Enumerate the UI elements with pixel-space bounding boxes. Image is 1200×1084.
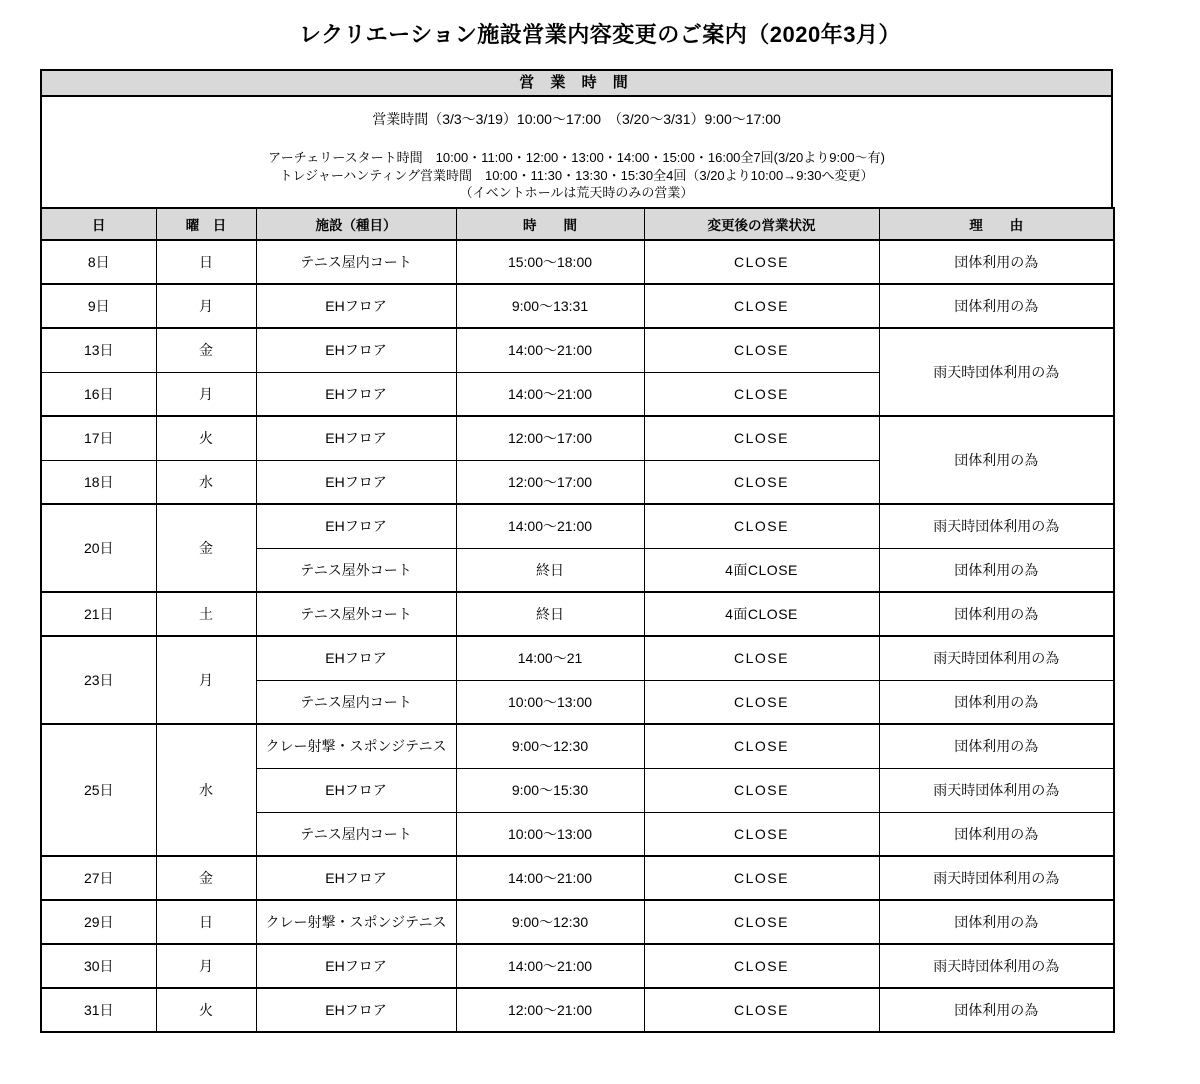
- time-cell: 12:00～17:00: [456, 460, 644, 504]
- day-cell: 27日: [41, 856, 156, 900]
- weekday-cell: 水: [156, 460, 256, 504]
- facility-cell: クレー射撃・スポンジテニス: [256, 900, 456, 944]
- day-cell: 23日: [41, 636, 156, 724]
- reason-cell: 団体利用の為: [879, 724, 1114, 768]
- day-cell: 31日: [41, 988, 156, 1032]
- table-row: [41, 988, 1114, 1032]
- status-cell: CLOSE: [644, 988, 879, 1032]
- note-event-hall: （イベントホールは荒天時のみの営業）: [459, 185, 694, 200]
- table-row: [41, 592, 1114, 636]
- table-row: [41, 944, 1114, 988]
- table-header-row: [41, 208, 1114, 240]
- facility-cell: EHフロア: [256, 944, 456, 988]
- col-header-status: 変更後の営業状況: [644, 208, 879, 240]
- time-cell: 14:00～21:00: [456, 328, 644, 372]
- day-cell: 21日: [41, 592, 156, 636]
- facility-cell: テニス屋外コート: [256, 548, 456, 592]
- table-row: [41, 284, 1114, 328]
- table-row: [41, 416, 1114, 460]
- status-cell: CLOSE: [644, 416, 879, 460]
- time-cell: 12:00～17:00: [456, 416, 644, 460]
- day-cell: 29日: [41, 900, 156, 944]
- notice-document: [40, 69, 1113, 1033]
- facility-cell: テニス屋外コート: [256, 592, 456, 636]
- time-cell: 14:00～21: [456, 636, 644, 680]
- table-row: [41, 900, 1114, 944]
- reason-cell: 団体利用の為: [879, 680, 1114, 724]
- weekday-cell: 月: [156, 284, 256, 328]
- facility-cell: EHフロア: [256, 636, 456, 680]
- status-cell: CLOSE: [644, 284, 879, 328]
- facility-cell: EHフロア: [256, 504, 456, 548]
- status-cell: CLOSE: [644, 636, 879, 680]
- reason-cell: 団体利用の為: [879, 900, 1114, 944]
- day-cell: 17日: [41, 416, 156, 460]
- reason-cell: 団体利用の為: [879, 284, 1114, 328]
- weekday-cell: 火: [156, 988, 256, 1032]
- facility-cell: テニス屋内コート: [256, 812, 456, 856]
- weekday-cell: 火: [156, 416, 256, 460]
- facility-cell: EHフロア: [256, 460, 456, 504]
- reason-cell: 雨天時団体利用の為: [879, 944, 1114, 988]
- reason-cell: 雨天時団体利用の為: [879, 636, 1114, 680]
- col-header-time: 時 間: [456, 208, 644, 240]
- time-cell: 12:00～21:00: [456, 988, 644, 1032]
- facility-cell: EHフロア: [256, 372, 456, 416]
- time-cell: 14:00～21:00: [456, 944, 644, 988]
- status-cell: 4面CLOSE: [644, 592, 879, 636]
- time-cell: 9:00～15:30: [456, 768, 644, 812]
- weekday-cell: 日: [156, 900, 256, 944]
- hours-summary: 営業時間（3/3～3/19）10:00～17:00 （3/20～3/31）9:00～17:00: [372, 111, 781, 127]
- reason-cell: 団体利用の為: [879, 988, 1114, 1032]
- status-cell: CLOSE: [644, 372, 879, 416]
- status-cell: CLOSE: [644, 328, 879, 372]
- table-row: [41, 856, 1114, 900]
- status-cell: CLOSE: [644, 768, 879, 812]
- status-cell: CLOSE: [644, 504, 879, 548]
- day-cell: 8日: [41, 240, 156, 284]
- col-header-reason: 理 由: [879, 208, 1114, 240]
- facility-cell: テニス屋内コート: [256, 680, 456, 724]
- reason-cell: 雨天時団体利用の為: [879, 768, 1114, 812]
- time-cell: 10:00～13:00: [456, 812, 644, 856]
- status-cell: CLOSE: [644, 680, 879, 724]
- status-cell: 4面CLOSE: [644, 548, 879, 592]
- time-cell: 9:00～13:31: [456, 284, 644, 328]
- time-cell: 終日: [456, 592, 644, 636]
- time-cell: 終日: [456, 548, 644, 592]
- facility-cell: テニス屋内コート: [256, 240, 456, 284]
- time-cell: 14:00～21:00: [456, 372, 644, 416]
- time-cell: 15:00～18:00: [456, 240, 644, 284]
- col-header-day: 日: [41, 208, 156, 240]
- facility-cell: EHフロア: [256, 328, 456, 372]
- hours-box: [40, 69, 1113, 207]
- hours-info: [42, 97, 1111, 207]
- time-cell: 10:00～13:00: [456, 680, 644, 724]
- col-header-facility: 施設（種目）: [256, 208, 456, 240]
- reason-cell: 雨天時団体利用の為: [879, 504, 1114, 548]
- table-row: [41, 240, 1114, 284]
- weekday-cell: 日: [156, 240, 256, 284]
- day-cell: 9日: [41, 284, 156, 328]
- time-cell: 14:00～21:00: [456, 856, 644, 900]
- weekday-cell: 金: [156, 856, 256, 900]
- table-row: [41, 636, 1114, 680]
- day-cell: 25日: [41, 724, 156, 856]
- facility-cell: クレー射撃・スポンジテニス: [256, 724, 456, 768]
- status-cell: CLOSE: [644, 856, 879, 900]
- time-cell: 9:00～12:30: [456, 900, 644, 944]
- day-cell: 13日: [41, 328, 156, 372]
- time-cell: 14:00～21:00: [456, 504, 644, 548]
- status-cell: CLOSE: [644, 944, 879, 988]
- facility-cell: EHフロア: [256, 284, 456, 328]
- status-cell: CLOSE: [644, 812, 879, 856]
- weekday-cell: 月: [156, 944, 256, 988]
- reason-cell: 団体利用の為: [879, 416, 1114, 504]
- weekday-cell: 金: [156, 328, 256, 372]
- note-treasure-hunting-hours: トレジャーハンティング営業時間 10:00・11:30・13:30・15:30全4回（3/20より10:00→9:30へ変更）: [279, 167, 874, 183]
- hours-box-header: 営 業 時 間: [42, 71, 1111, 97]
- page-title: レクリエーション施設営業内容変更のご案内（2020年3月）: [299, 22, 901, 47]
- weekday-cell: 水: [156, 724, 256, 856]
- status-cell: CLOSE: [644, 900, 879, 944]
- weekday-cell: 土: [156, 592, 256, 636]
- weekday-cell: 月: [156, 372, 256, 416]
- reason-cell: 団体利用の為: [879, 548, 1114, 592]
- col-header-weekday: 曜 日: [156, 208, 256, 240]
- facility-cell: EHフロア: [256, 768, 456, 812]
- day-cell: 20日: [41, 504, 156, 592]
- note-archery-start-times: アーチェリースタート時間 10:00・11:00・12:00・13:00・14:00・15:00・16:00全7回(3/20より9:00～有): [268, 150, 885, 165]
- facility-cell: EHフロア: [256, 856, 456, 900]
- time-cell: 9:00～12:30: [456, 724, 644, 768]
- facility-cell: EHフロア: [256, 416, 456, 460]
- status-cell: CLOSE: [644, 724, 879, 768]
- reason-cell: 雨天時団体利用の為: [879, 328, 1114, 416]
- table-row: [41, 724, 1114, 768]
- weekday-cell: 月: [156, 636, 256, 724]
- facility-cell: EHフロア: [256, 988, 456, 1032]
- day-cell: 18日: [41, 460, 156, 504]
- reason-cell: 団体利用の為: [879, 592, 1114, 636]
- schedule-table: [40, 207, 1115, 1033]
- status-cell: CLOSE: [644, 460, 879, 504]
- day-cell: 30日: [41, 944, 156, 988]
- table-row: [41, 328, 1114, 372]
- reason-cell: 団体利用の為: [879, 240, 1114, 284]
- table-row: [41, 504, 1114, 548]
- weekday-cell: 金: [156, 504, 256, 592]
- status-cell: CLOSE: [644, 240, 879, 284]
- day-cell: 16日: [41, 372, 156, 416]
- reason-cell: 雨天時団体利用の為: [879, 856, 1114, 900]
- reason-cell: 団体利用の為: [879, 812, 1114, 856]
